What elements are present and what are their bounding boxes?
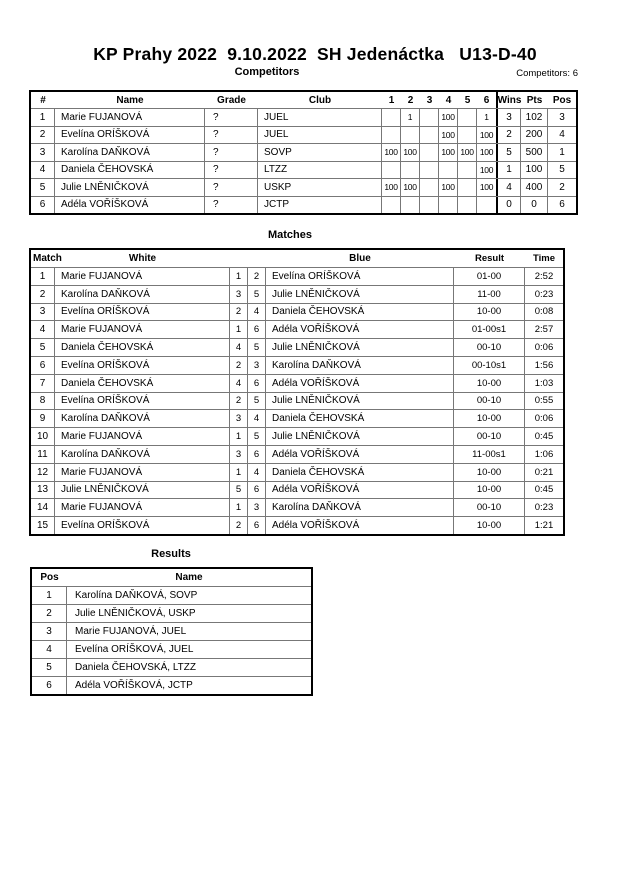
result-player-name: Adéla VOŘÍŠKOVÁ, JCTP: [75, 680, 193, 691]
match-row: [31, 267, 563, 285]
blue-player-number: 6: [248, 517, 266, 534]
white-player-name: Marie FUJANOVÁ: [55, 428, 230, 445]
result-position: 3: [32, 623, 67, 640]
blue-player-number: 5: [248, 428, 266, 445]
matches-table: [29, 248, 565, 536]
competitor-club: LTZZ: [258, 162, 382, 179]
competitor-points: 0: [521, 197, 548, 214]
competitor-wins: 5: [496, 144, 521, 161]
matches-section-heading: Matches: [267, 229, 313, 241]
match-time: 0:45: [534, 484, 554, 496]
blue-player-number: 3: [248, 357, 266, 374]
match-row: [31, 320, 563, 338]
competitor-position: 4: [559, 129, 565, 141]
competitors-count-label: Competitors: 6: [516, 68, 578, 79]
crosstable-cell-4: 100: [439, 127, 458, 144]
match-row: [31, 445, 563, 463]
match-number: 1: [31, 268, 55, 285]
blue-player-name: Karolína DAŇKOVÁ: [266, 357, 454, 374]
blue-player-number: 6: [248, 482, 266, 499]
match-result: 00-10: [454, 339, 525, 356]
col-header-blue: Blue: [349, 253, 371, 264]
competitor-grade: ?: [205, 179, 258, 196]
match-result: 10-00: [454, 410, 525, 427]
match-row: [31, 409, 563, 427]
match-number: 11: [31, 446, 55, 463]
competitor-name: Karolína DAŇKOVÁ: [55, 144, 205, 161]
competitor-number: 3: [31, 144, 55, 161]
white-player-number: 1: [230, 268, 248, 285]
competitor-club: SOVP: [258, 144, 382, 161]
white-player-name: Marie FUJANOVÁ: [55, 464, 230, 481]
blue-player-name: Julie LNĚNIČKOVÁ: [266, 339, 454, 356]
result-row: [32, 586, 311, 604]
match-row: [31, 285, 563, 303]
competitor-row: [31, 126, 576, 144]
crosstable-cell-1: [382, 197, 401, 214]
match-time: 1:21: [534, 520, 554, 532]
match-number: 12: [31, 464, 55, 481]
crosstable-cell-3: [420, 197, 439, 214]
competitor-club: JUEL: [258, 127, 382, 144]
crosstable-cell-5: [458, 109, 477, 126]
result-row: [32, 604, 311, 622]
match-row: [31, 392, 563, 410]
match-time: 2:52: [534, 270, 554, 282]
white-player-number: 2: [230, 357, 248, 374]
col-header-club: Club: [308, 94, 332, 106]
crosstable-cell-6: 100: [479, 147, 494, 158]
blue-player-name: Daniela ČEHOVSKÁ: [266, 464, 454, 481]
match-time: 1:06: [534, 448, 554, 460]
results-table: [30, 567, 313, 696]
match-number: 7: [31, 375, 55, 392]
crosstable-cell-4: 100: [439, 179, 458, 196]
competitor-points: 400: [521, 179, 548, 196]
white-player-number: 3: [230, 410, 248, 427]
crosstable-cell-5: [458, 179, 477, 196]
results-table-header: [32, 569, 311, 586]
competitor-points: 102: [521, 109, 548, 126]
col-header-white-num: [230, 250, 248, 267]
white-player-name: Marie FUJANOVÁ: [55, 268, 230, 285]
result-player-name: Karolína DAŇKOVÁ, SOVP: [75, 590, 198, 601]
competitor-position: 6: [559, 199, 565, 211]
match-number: 5: [31, 339, 55, 356]
competitor-position: 2: [559, 181, 565, 193]
match-result: 00-10: [454, 428, 525, 445]
match-time: 1:56: [534, 359, 554, 371]
match-result: 10-00: [454, 464, 525, 481]
results-table-body: [32, 586, 311, 694]
col-header-pts: Pts: [526, 94, 543, 106]
white-player-name: Evelína ORÍŠKOVÁ: [55, 393, 230, 410]
white-player-number: 4: [230, 339, 248, 356]
crosstable-cell-4: 100: [439, 109, 458, 126]
col-header-round-1: 1: [388, 94, 395, 106]
competitor-club: USKP: [258, 179, 382, 196]
page-title: KP Prahy 2022 9.10.2022 SH Jedenáctka U13-D-40: [93, 44, 537, 64]
blue-player-name: Julie LNĚNIČKOVÁ: [266, 393, 454, 410]
white-player-name: Daniela ČEHOVSKÁ: [55, 339, 230, 356]
match-time: 1:03: [534, 377, 554, 389]
match-row: [31, 303, 563, 321]
col-header-round-5: 5: [464, 94, 471, 106]
competitors-table-body: [31, 108, 576, 213]
result-position: 6: [32, 677, 67, 694]
white-player-number: 1: [230, 499, 248, 516]
blue-player-number: 4: [248, 304, 266, 321]
competitor-club: JUEL: [258, 109, 382, 126]
white-player-number: 4: [230, 375, 248, 392]
competitor-name: Marie FUJANOVÁ: [55, 109, 205, 126]
match-time: 0:23: [534, 502, 554, 514]
col-header-round-3: 3: [426, 94, 433, 106]
white-player-name: Marie FUJANOVÁ: [55, 321, 230, 338]
competitor-name: Daniela ČEHOVSKÁ: [55, 162, 205, 179]
competitor-wins: 1: [496, 162, 521, 179]
col-header-pos: Pos: [552, 94, 572, 106]
match-time: 0:08: [534, 306, 554, 318]
blue-player-number: 6: [248, 375, 266, 392]
match-number: 8: [31, 393, 55, 410]
crosstable-cell-3: [420, 127, 439, 144]
crosstable-cell-5: [458, 162, 477, 179]
crosstable-cell-3: [420, 179, 439, 196]
competitor-name: Adéla VOŘÍŠKOVÁ: [55, 197, 205, 214]
competitor-points: 500: [521, 144, 548, 161]
result-position: 4: [32, 641, 67, 658]
competitors-table-header: [31, 92, 576, 108]
result-row: [32, 640, 311, 658]
match-time: 0:45: [534, 431, 554, 443]
col-header-name: Name: [116, 94, 144, 106]
crosstable-cell-4: [439, 162, 458, 179]
col-header-result: Result: [474, 253, 505, 264]
competitor-grade: ?: [205, 144, 258, 161]
result-position: 2: [32, 605, 67, 622]
competitors-table: [29, 90, 578, 215]
competitors-section-heading: Competitors: [234, 66, 300, 78]
crosstable-cell-2: 100: [401, 144, 420, 161]
match-row: [31, 498, 563, 516]
competitor-row: [31, 143, 576, 161]
match-row: [31, 374, 563, 392]
col-header-result-name: Name: [175, 572, 203, 583]
crosstable-cell-6: 100: [479, 129, 494, 140]
crosstable-cell-6: 1: [484, 112, 489, 123]
competitor-position: 3: [559, 111, 565, 123]
crosstable-cell-1: 100: [382, 179, 401, 196]
competitor-wins: 3: [496, 109, 521, 126]
competitor-row: [31, 108, 576, 126]
match-number: 4: [31, 321, 55, 338]
match-result: 11-00s1: [454, 446, 525, 463]
blue-player-name: Evelína ORÍŠKOVÁ: [266, 268, 454, 285]
blue-player-name: Adéla VOŘÍŠKOVÁ: [266, 446, 454, 463]
col-header-wins: Wins: [496, 92, 521, 108]
competitor-grade: ?: [205, 162, 258, 179]
crosstable-cell-3: [420, 162, 439, 179]
match-result: 01-00: [454, 268, 525, 285]
match-number: 3: [31, 304, 55, 321]
competitor-number: 6: [31, 197, 55, 214]
match-time: 0:23: [534, 288, 554, 300]
match-number: 2: [31, 286, 55, 303]
blue-player-name: Adéla VOŘÍŠKOVÁ: [266, 482, 454, 499]
match-row: [31, 338, 563, 356]
blue-player-name: Julie LNĚNIČKOVÁ: [266, 286, 454, 303]
match-result: 10-00: [454, 517, 525, 534]
white-player-number: 2: [230, 304, 248, 321]
competitor-name: Julie LNĚNIČKOVÁ: [55, 179, 205, 196]
blue-player-number: 5: [248, 393, 266, 410]
competitor-name: Evelína ORÍŠKOVÁ: [55, 127, 205, 144]
white-player-name: Karolína DAŇKOVÁ: [55, 410, 230, 427]
result-position: 5: [32, 659, 67, 676]
blue-player-number: 5: [248, 339, 266, 356]
crosstable-cell-4: 100: [439, 144, 458, 161]
competitor-row: [31, 196, 576, 214]
blue-player-name: Daniela ČEHOVSKÁ: [266, 410, 454, 427]
match-number: 9: [31, 410, 55, 427]
blue-player-number: 2: [248, 268, 266, 285]
crosstable-cell-5: [458, 127, 477, 144]
competitor-number: 2: [31, 127, 55, 144]
crosstable-cell-2: [401, 197, 420, 214]
crosstable-cell-5: [458, 197, 477, 214]
competitor-wins: 0: [496, 197, 521, 214]
match-number: 14: [31, 499, 55, 516]
white-player-number: 3: [230, 286, 248, 303]
blue-player-name: Adéla VOŘÍŠKOVÁ: [266, 517, 454, 534]
competitor-position: 1: [559, 146, 565, 158]
blue-player-number: 6: [248, 321, 266, 338]
match-row: [31, 427, 563, 445]
crosstable-cell-1: [382, 109, 401, 126]
white-player-number: 5: [230, 482, 248, 499]
result-player-name: Evelína ORÍŠKOVÁ, JUEL: [75, 644, 194, 655]
match-number: 6: [31, 357, 55, 374]
match-time: 0:55: [534, 395, 554, 407]
white-player-name: Marie FUJANOVÁ: [55, 499, 230, 516]
crosstable-cell-1: [382, 127, 401, 144]
col-header-round-6: 6: [483, 94, 490, 106]
blue-player-name: Julie LNĚNIČKOVÁ: [266, 428, 454, 445]
competitor-grade: ?: [205, 109, 258, 126]
white-player-number: 1: [230, 428, 248, 445]
col-header-time: Time: [532, 253, 555, 264]
result-row: [32, 658, 311, 676]
competitor-row: [31, 161, 576, 179]
matches-table-body: [31, 267, 563, 534]
match-result: 10-00: [454, 482, 525, 499]
results-section-heading: Results: [151, 548, 191, 560]
match-row: [31, 356, 563, 374]
white-player-name: Evelína ORÍŠKOVÁ: [55, 357, 230, 374]
match-result: 10-00: [454, 375, 525, 392]
match-result: 00-10: [454, 393, 525, 410]
match-number: 13: [31, 482, 55, 499]
col-header-white: White: [128, 253, 157, 264]
match-result: 00-10: [454, 499, 525, 516]
blue-player-name: Karolína DAŇKOVÁ: [266, 499, 454, 516]
crosstable-cell-6: 100: [479, 164, 494, 175]
crosstable-cell-5: 100: [458, 144, 477, 161]
blue-player-name: Adéla VOŘÍŠKOVÁ: [266, 375, 454, 392]
col-header-round-2: 2: [407, 94, 414, 106]
crosstable-cell-3: [420, 109, 439, 126]
crosstable-cell-2: [401, 127, 420, 144]
crosstable-cell-2: [401, 162, 420, 179]
white-player-name: Julie LNĚNIČKOVÁ: [55, 482, 230, 499]
crosstable-cell-6: 100: [479, 182, 494, 193]
result-player-name: Daniela ČEHOVSKÁ, LTZZ: [75, 662, 196, 673]
competitor-wins: 4: [496, 179, 521, 196]
col-header-round-4: 4: [445, 94, 452, 106]
competitor-grade: ?: [205, 197, 258, 214]
white-player-number: 1: [230, 321, 248, 338]
col-header-number: #: [40, 94, 46, 106]
col-header-grade: Grade: [217, 94, 246, 106]
result-player-name: Julie LNĚNIČKOVÁ, USKP: [75, 608, 196, 619]
competitor-number: 5: [31, 179, 55, 196]
white-player-name: Karolína DAŇKOVÁ: [55, 286, 230, 303]
white-player-number: 2: [230, 393, 248, 410]
blue-player-number: 5: [248, 286, 266, 303]
col-header-match: Match: [33, 253, 62, 264]
competitor-points: 200: [521, 127, 548, 144]
match-row: [31, 463, 563, 481]
competitor-position: 5: [559, 164, 565, 176]
match-result: 00-10s1: [454, 357, 525, 374]
match-number: 10: [31, 428, 55, 445]
crosstable-cell-4: [439, 197, 458, 214]
result-player-name: Marie FUJANOVÁ, JUEL: [75, 626, 187, 637]
white-player-number: 1: [230, 464, 248, 481]
white-player-number: 2: [230, 517, 248, 534]
match-time: 2:57: [534, 324, 554, 336]
match-number: 15: [31, 517, 55, 534]
match-result: 01-00s1: [454, 321, 525, 338]
white-player-name: Evelína ORÍŠKOVÁ: [55, 304, 230, 321]
competitor-row: [31, 178, 576, 196]
crosstable-cell-1: [382, 162, 401, 179]
result-row: [32, 622, 311, 640]
blue-player-number: 3: [248, 499, 266, 516]
result-row: [32, 676, 311, 694]
crosstable-cell-3: [420, 144, 439, 161]
competitor-points: 100: [521, 162, 548, 179]
competitor-number: 1: [31, 109, 55, 126]
match-row: [31, 516, 563, 534]
blue-player-number: 4: [248, 464, 266, 481]
matches-table-header: [31, 250, 563, 267]
blue-player-name: Daniela ČEHOVSKÁ: [266, 304, 454, 321]
white-player-name: Evelína ORÍŠKOVÁ: [55, 517, 230, 534]
competitor-wins: 2: [496, 127, 521, 144]
white-player-name: Karolína DAŇKOVÁ: [55, 446, 230, 463]
competitor-number: 4: [31, 162, 55, 179]
match-result: 10-00: [454, 304, 525, 321]
competitor-club: JCTP: [258, 197, 382, 214]
crosstable-cell-2: 1: [401, 109, 420, 126]
match-time: 0:06: [534, 413, 554, 425]
result-position: 1: [32, 587, 67, 604]
match-time: 0:06: [534, 342, 554, 354]
competitor-grade: ?: [205, 127, 258, 144]
blue-player-number: 6: [248, 446, 266, 463]
crosstable-cell-2: 100: [401, 179, 420, 196]
blue-player-number: 4: [248, 410, 266, 427]
crosstable-cell-1: 100: [382, 144, 401, 161]
match-result: 11-00: [454, 286, 525, 303]
blue-player-name: Adéla VOŘÍŠKOVÁ: [266, 321, 454, 338]
match-row: [31, 481, 563, 499]
crosstable-cell-6: [477, 197, 496, 214]
white-player-number: 3: [230, 446, 248, 463]
match-time: 0:21: [534, 466, 554, 478]
col-header-blue-num: [248, 250, 266, 267]
white-player-name: Daniela ČEHOVSKÁ: [55, 375, 230, 392]
col-header-result-pos: Pos: [40, 572, 59, 583]
